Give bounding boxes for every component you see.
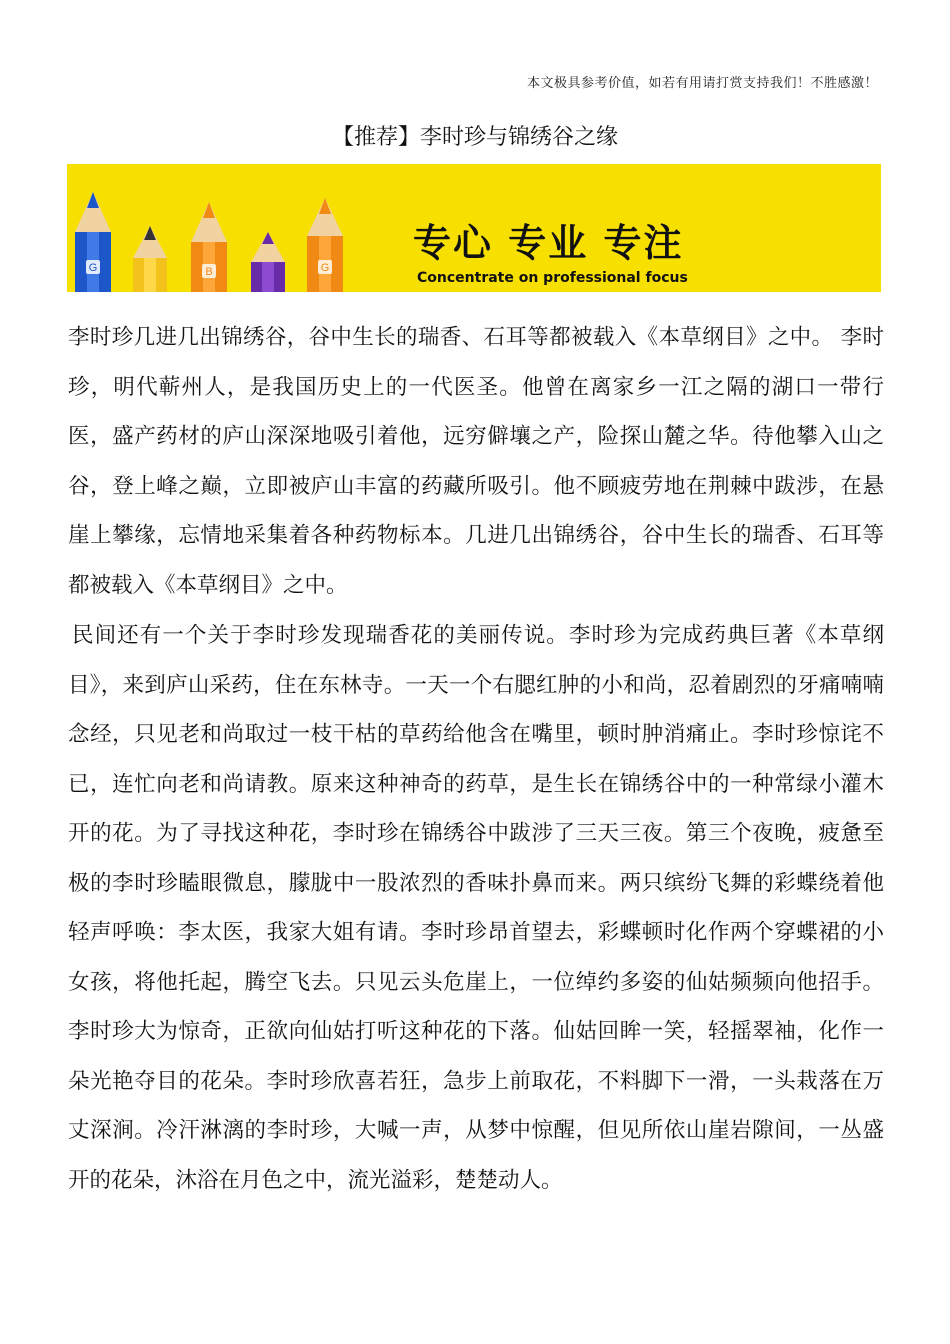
pencil-label: B (205, 266, 213, 278)
document-title: 【推荐】李时珍与锦绣谷之缘 (331, 125, 618, 150)
banner-slogan: 专心 专业 专注 (413, 221, 684, 265)
banner-subtitle: Concentrate on professional focus (417, 270, 688, 286)
paragraph-2: 民间还有一个关于李时珍发现瑞香花的美丽传说。李时珍为完成药典巨著《本草纲目》，来到庐山采药，住在东林寺。一天一个右腮红肿的小和尚，忍着剧烈的牙痛喃喃念经，只见老和尚取过一枝干枯的草药给他含在嘴里，顿时肿消痛止。李时珍惊诧不已，连忙向老和尚请教。原来这种神奇的药草，是生长在锦绣谷中的一种常绿小灌木开的花。为了寻找这种花，李时珍在锦绣谷中跋涉了三天三夜。第三个夜晚，疲惫至极的李时珍瞌眼微息，朦胧中一股浓烈的香味扑鼻而来。两只缤纷飞舞的彩蝶绕着他轻声呼唤：李太医，我家大姐有请。李时珍昂首望去，彩蝶顿时化作两个穿蝶裙的小女孩，将他托起，腾空飞去。只见云头危崖上，一位绰约多姿的仙姑频频向他招手。李时珍大为惊奇，正欲向仙姑打听这种花的下落。仙姑回眸一笑，轻摇翠袖，化作一朵光艳夺目的花朵。李时珍欣喜若狂，急步上前取花，不料脚下一滑，一头栽落在万丈深涧。冷汗淋漓的李时珍，大喊一声，从梦中惊醒，但见所依山崖岩隙间，一丛盛开的花朵，沐浴在月色之中，流光溢彩，楚楚动人。 (68, 623, 884, 1193)
banner (67, 164, 881, 292)
header-note: 本文极具参考价值，如若有用请打赏支持我们！不胜感激！ (526, 76, 878, 91)
banner-artwork (67, 164, 881, 292)
pencil-label: G (320, 262, 330, 274)
pencil-label: G (88, 262, 98, 274)
paragraph-1: 李时珍几进几出锦绣谷，谷中生长的瑞香、石耳等都被载入《本草纲目》之中。 李时珍，明代蕲州人，是我国历史上的一代医圣。他曾在离家乡一江之隔的湖口一带行医，盛产药材的庐山深深地吸引着他，远穷僻壤之产，险探山麓之华。待他攀入山之谷，登上峰之巅，立即被庐山丰富的药藏所吸引。他不顾疲劳地在荆棘中跋涉，在悬崖上攀缘，忘情地采集着各种药物标本。几进几出锦绣谷，谷中生长的瑞香、石耳等都被载入《本草纲目》之中。 (68, 325, 884, 598)
